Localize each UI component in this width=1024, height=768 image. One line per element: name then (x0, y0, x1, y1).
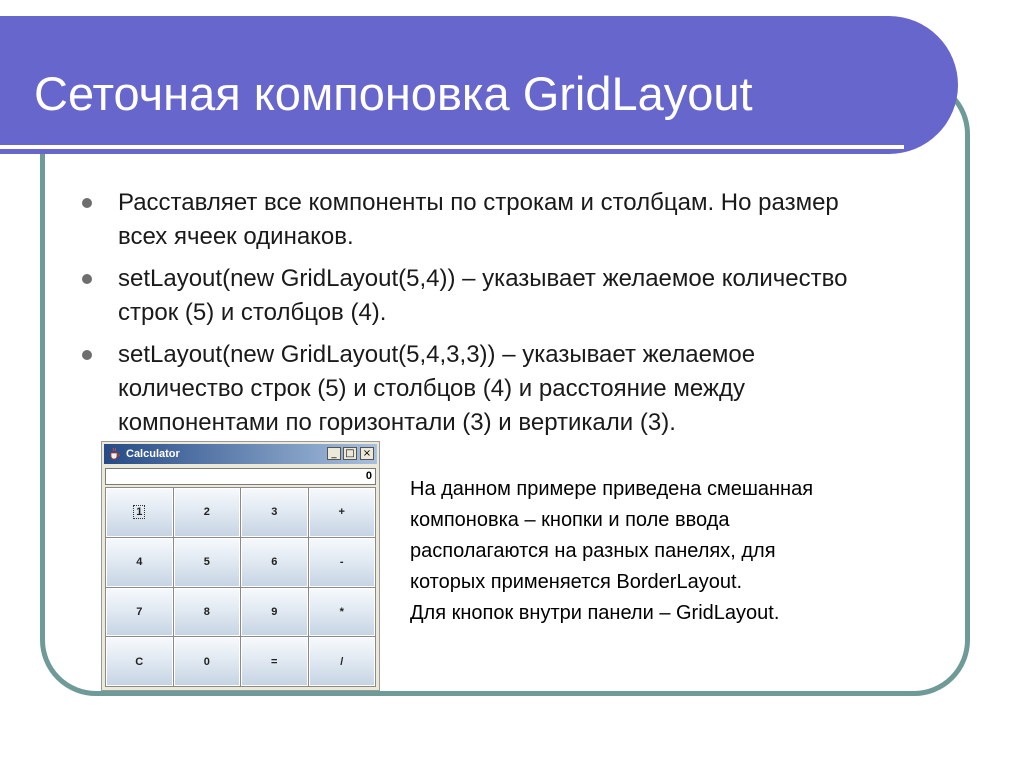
calculator-key-label: 8 (203, 605, 210, 618)
calculator-key[interactable] (174, 538, 241, 587)
calculator-key-label: 9 (271, 605, 278, 618)
java-cup-icon (108, 447, 121, 460)
bullet-dot-icon (82, 350, 92, 360)
calculator-key[interactable] (241, 488, 308, 537)
bullet-text: Расставляет все компоненты по строкам и столбцам. Но размер всех ячеек одинаков. (118, 189, 839, 250)
note-line: которых применяется BorderLayout. (410, 571, 743, 593)
bullet-text: setLayout(new GridLayout(5,4)) – указывает желаемое количество строк (5) и столбцов (4). (118, 265, 848, 326)
calculator-key[interactable] (174, 588, 241, 637)
bullet-list (80, 186, 880, 448)
calculator-key-label: + (338, 506, 345, 519)
calculator-key-label: 1 (136, 506, 143, 519)
bullet-item (80, 186, 880, 254)
note-line: Для кнопок внутри панели – GridLayout. (410, 602, 780, 624)
slide-title: Сеточная компоновка GridLayout (34, 67, 753, 120)
bullet-dot-icon (82, 198, 92, 208)
calculator-key[interactable] (309, 637, 376, 686)
calculator-key[interactable] (106, 488, 173, 537)
minimize-button[interactable]: _ (327, 447, 341, 460)
note-line: На данном примере приведена смешанная (410, 478, 814, 500)
title-underline (0, 145, 904, 149)
bullet-dot-icon (82, 274, 92, 284)
calculator-key[interactable] (106, 637, 173, 686)
title-bar (0, 16, 958, 154)
note-line: компоновка – кнопки и поле ввода (410, 509, 730, 531)
calculator-keypad (105, 487, 376, 687)
calculator-key-label: 4 (136, 556, 143, 569)
calculator-key[interactable] (106, 588, 173, 637)
example-note (410, 474, 950, 629)
calculator-key[interactable] (241, 538, 308, 587)
calculator-key-label: 3 (271, 506, 278, 519)
calculator-key[interactable] (174, 488, 241, 537)
calculator-key[interactable] (174, 637, 241, 686)
bullet-text: setLayout(new GridLayout(5,4,3,3)) – указывает желаемое количество строк (5) и столбцов (4) и расстояние между компонентами по горизонтали (3) и вертикали (3). (118, 341, 756, 436)
maximize-button[interactable]: □ (343, 447, 357, 460)
calculator-key[interactable] (309, 488, 376, 537)
calculator-key[interactable] (241, 588, 308, 637)
calculator-key-label: 5 (203, 556, 210, 569)
calculator-key-label: = (271, 655, 278, 668)
calculator-key-label: 2 (203, 506, 210, 519)
calculator-titlebar[interactable] (104, 444, 377, 464)
calculator-key-label: 0 (203, 655, 210, 668)
calculator-key[interactable] (241, 637, 308, 686)
calculator-key[interactable] (106, 538, 173, 587)
calculator-key[interactable] (309, 588, 376, 637)
note-line: располагаются на разных панелях, для (410, 540, 776, 562)
bullet-item (80, 338, 880, 440)
calculator-display[interactable]: 0 (105, 468, 376, 485)
calculator-title: Calculator (126, 448, 180, 460)
close-button[interactable]: × (360, 447, 374, 460)
calculator-key[interactable] (309, 538, 376, 587)
calculator-key-label: C (135, 655, 144, 668)
calculator-key-label: 7 (136, 605, 143, 618)
calculator-key-label: * (339, 605, 344, 618)
calculator-key-label: / (340, 655, 344, 668)
calculator-window (101, 441, 380, 691)
calculator-key-label: 6 (271, 556, 278, 569)
bullet-item (80, 262, 880, 330)
calculator-key-label: - (339, 556, 344, 569)
